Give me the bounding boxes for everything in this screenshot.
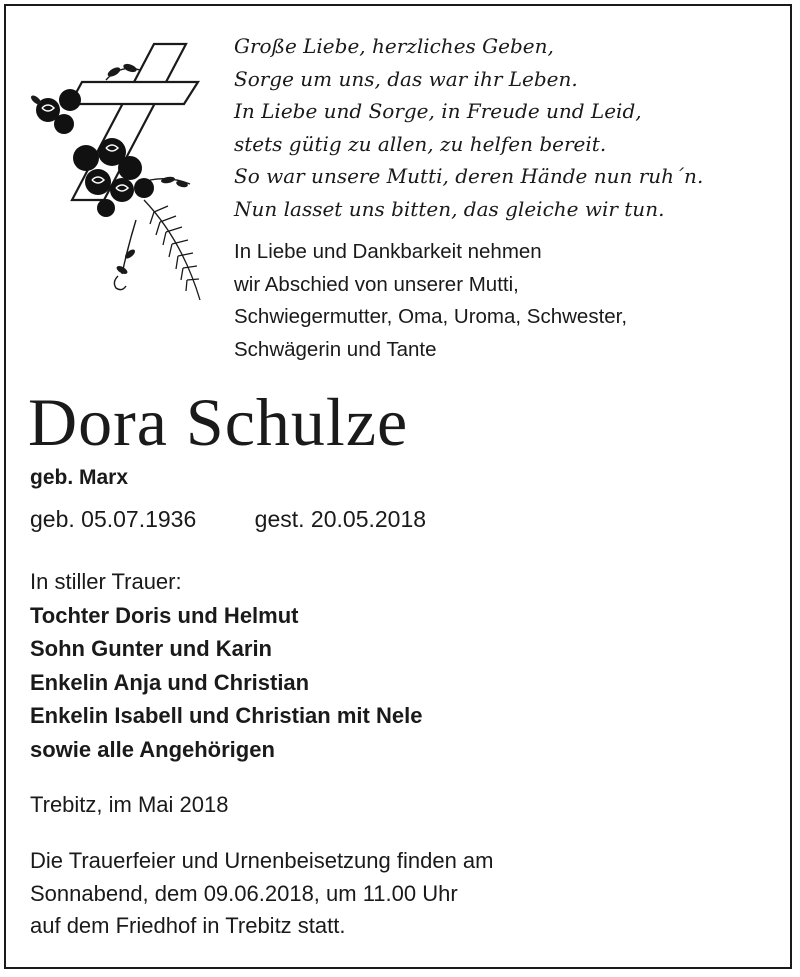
intro-line: In Liebe und Dankbarkeit nehmen — [234, 240, 542, 263]
mourners-section — [30, 565, 422, 766]
maiden-name: geb. Marx — [30, 466, 129, 489]
funeral-line: Sonnabend, dem 09.06.2018, um 11.00 Uhr — [30, 880, 458, 906]
funeral-line: Die Trauerfeier und Urnenbeisetzung finden am — [30, 848, 494, 873]
life-dates — [30, 506, 426, 533]
memorial-poem — [234, 30, 703, 225]
poem-line: Sorge um uns, das war ihr Leben. — [234, 66, 578, 91]
farewell-intro — [234, 236, 627, 366]
mourning-heading: In stiller Trauer: — [30, 569, 182, 594]
place-and-date: Trebitz, im Mai 2018 — [30, 792, 229, 817]
cross-with-roses-icon — [26, 40, 216, 305]
death-date: gest. 20.05.2018 — [254, 506, 427, 532]
poem-line: Nun lasset uns bitten, das gleiche wir tun. — [234, 196, 665, 221]
poem-line: So war unsere Mutti, deren Hände nun ruh´n. — [234, 164, 704, 188]
mourner-line: Tochter Doris und Helmut — [30, 602, 299, 628]
poem-line: In Liebe und Sorge, in Freude und Leid, — [234, 99, 642, 123]
mourner-line: Sohn Gunter und Karin — [30, 636, 272, 661]
birth-date: geb. 05.07.1936 — [30, 506, 197, 532]
funeral-line: auf dem Friedhof in Trebitz statt. — [30, 913, 346, 938]
mourner-line: sowie alle Angehörigen — [30, 736, 275, 762]
intro-line: Schwiegermutter, Oma, Uroma, Schwester, — [234, 305, 628, 328]
funeral-info — [30, 845, 494, 943]
poem-line: stets gütig zu allen, zu helfen bereit. — [234, 131, 607, 156]
intro-line: wir Abschied von unserer Mutti, — [234, 272, 519, 296]
poem-line: Große Liebe, herzliches Geben, — [234, 34, 554, 58]
mourner-line: Enkelin Isabell und Christian mit Nele — [30, 703, 423, 728]
deceased-name: Dora Schulze — [28, 384, 409, 460]
mourner-line: Enkelin Anja und Christian — [30, 669, 310, 695]
intro-line: Schwägerin und Tante — [234, 337, 437, 361]
